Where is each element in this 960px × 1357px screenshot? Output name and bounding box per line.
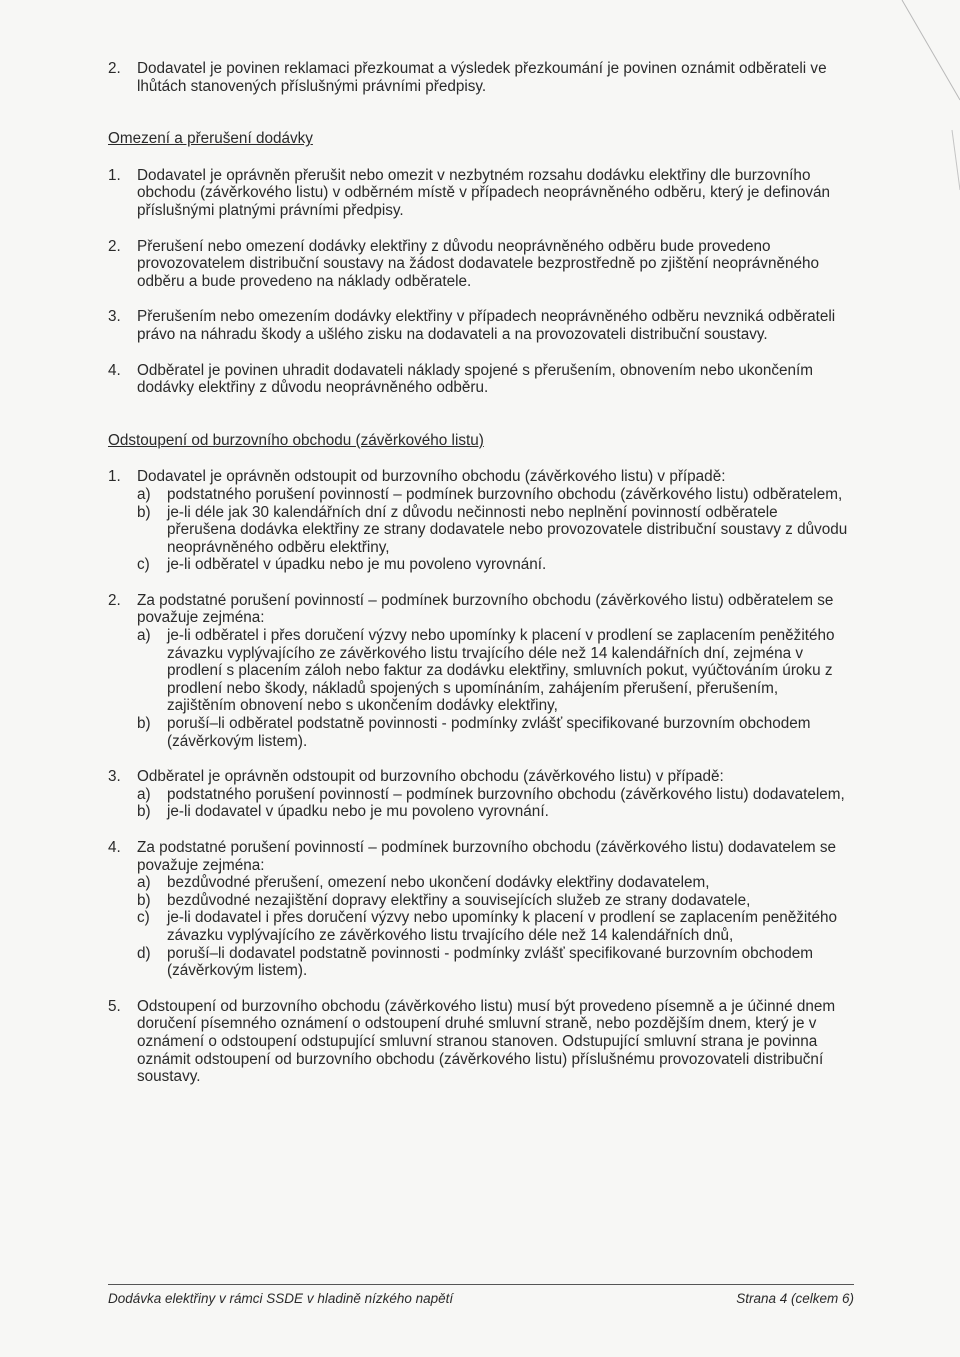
- item-text: Za podstatné porušení povinností – podmínek burzovního obchodu (závěrkového listu) dodavatelem se považuje zejména:: [137, 839, 836, 874]
- list-item: [108, 592, 850, 750]
- item-text: Odběratel je povinen uhradit dodavateli náklady spojené s přerušením, obnovením nebo ukončením dodávky elektřiny z důvodu neoprávněného odběru.: [137, 361, 814, 397]
- sub-item-text: je-li odběratel i přes doručení výzvy nebo upomínky k placení v prodlení se zaplacením peněžitého závazku vyplývajícího ze závěrkového listu trvajícího déle než 14 kalendářních dní, zejména v prodlení s placením záloh nebo faktur za dodávku elektřiny, smluvních pokut, vyúčtováním úroku z prodlení nebo škody, nákladů spojených s upomínáním, zahájením přerušení, přerušením, zajištěním obnovení nebo s ukončením dodávky elektřiny,: [167, 627, 835, 715]
- sub-item: [137, 909, 850, 944]
- list-item: [108, 238, 850, 291]
- sub-item-text: je-li déle jak 30 kalendářních dní z důvodu nečinnosti nebo neplnění povinností odběratele přerušena dodávka elektřiny ze strany dodavatele nebo provozovatele distribuční soustavy z důvodu neoprávněného odběru elektřiny,: [167, 503, 848, 556]
- sub-item-text: poruší–li dodavatel podstatně povinnosti - podmínky zvlášť specifikované burzovním obchodem (závěrkovým listem).: [167, 944, 814, 980]
- list-item: [108, 362, 850, 397]
- section-heading-omezeni: Omezení a přerušení dodávky: [108, 130, 313, 148]
- list-item: [108, 998, 850, 1086]
- page-fold-shadow: [840, 0, 960, 200]
- sub-item-text: je-li odběratel v úpadku nebo je mu povoleno vyrovnání.: [167, 556, 547, 574]
- page-footer: [108, 1284, 854, 1307]
- item-text: Odstoupení od burzovního obchodu (závěrkového listu) musí být provedeno písemně a je účinné dnem doručení písemného oznámení o odstoupení druhé smluvní straně, nebo pozdějším dnem, který je v oznámení o odstoupení odstupující smluvní stranou stanoven. Odstupující smluvní strana je povinna oznámit odstoupení od burzovního obchodu (závěrkového listu) příslušnému provozovateli distribuční soustavy.: [137, 997, 836, 1086]
- sub-item-text: poruší–li odběratel podstatně povinnosti - podmínky zvlášť specifikované burzovním obchodem (závěrkovým listem).: [167, 715, 811, 750]
- sub-item-label: c): [137, 556, 150, 574]
- item-number: 2.: [108, 591, 121, 609]
- sub-item: [137, 892, 850, 910]
- list-item: [108, 167, 850, 220]
- section-heading-odstoupeni: Odstoupení od burzovního obchodu (závěrkového listu): [108, 431, 484, 449]
- item-number: 3.: [108, 308, 121, 326]
- item-text: Dodavatel je povinen reklamaci přezkoumat a výsledek přezkoumání je povinen oznámit odběrateli ve lhůtách stanovených příslušnými právními předpisy.: [137, 60, 827, 95]
- sub-item-label: c): [137, 909, 150, 927]
- sub-item: [137, 504, 850, 557]
- list-item: [108, 839, 850, 980]
- sub-item-text: podstatného porušení povinností – podmínek burzovního obchodu (závěrkového listu) odběratelem,: [167, 485, 843, 503]
- item-number: 1.: [108, 468, 121, 486]
- item-text: Dodavatel je oprávněn přerušit nebo omezit v nezbytném rozsahu dodávku elektřiny dle burzovního obchodu (závěrkového listu) v odběrném místě v případech neoprávněného odběru, který je definován příslušnými platnými právními předpisy.: [137, 166, 831, 219]
- item-number: 5.: [108, 997, 121, 1015]
- intro-paragraph: [108, 60, 850, 95]
- item-number: 2.: [108, 60, 121, 77]
- item-number: 3.: [108, 768, 121, 786]
- item-number: 2.: [108, 237, 121, 255]
- sub-item: [137, 715, 850, 750]
- sub-item-label: a): [137, 874, 151, 892]
- list-item: [108, 308, 850, 343]
- item-text: Přerušení nebo omezení dodávky elektřiny z důvodu neoprávněného odběru bude provedeno provozovatelem distribuční soustavy na žádost dodavatele bezprostředně po zjištění neoprávněného odběru a bude provedeno na náklady odběratele.: [137, 237, 819, 290]
- item-number: 1.: [108, 166, 121, 184]
- list-item: [108, 468, 850, 574]
- sub-item-label: b): [137, 503, 151, 521]
- sub-item: [137, 627, 850, 715]
- sub-item-label: a): [137, 785, 151, 803]
- item-text: Přerušením nebo omezením dodávky elektřiny v případech neoprávněného odběru nevzniká odběrateli právo na náhradu škody a ušlého zisku na dodavateli a na provozovateli distribuční soustavy.: [137, 308, 836, 343]
- sub-item-text: podstatného porušení povinností – podmínek burzovního obchodu (závěrkového listu) dodavatelem,: [167, 785, 845, 803]
- sub-item-label: a): [137, 627, 151, 645]
- sub-item-label: b): [137, 891, 151, 909]
- footer-page-number: Strana 4 (celkem 6): [736, 1291, 854, 1306]
- footer-document-title: Dodávka elektřiny v rámci SSDE v hladině nízkého napětí: [108, 1291, 454, 1306]
- sub-item-text: bezdůvodné přerušení, omezení nebo ukončení dodávky elektřiny dodavatelem,: [167, 874, 710, 892]
- sub-item: [137, 486, 850, 504]
- sub-item-text: je-li dodavatel i přes doručení výzvy nebo upomínky k placení v prodlení se zaplacením peněžitého závazku vyplývajícího ze závěrkového listu trvajícího déle než 14 kalendářních dnů,: [167, 909, 838, 944]
- item-text: Za podstatné porušení povinností – podmínek burzovního obchodu (závěrkového listu) odběratelem se považuje zejména:: [137, 591, 834, 627]
- sub-item: [137, 945, 850, 980]
- item-text: Odběratel je oprávněn odstoupit od burzovního obchodu (závěrkového listu) v případě:: [137, 768, 724, 786]
- sub-item: [137, 786, 850, 804]
- sub-item-label: d): [137, 944, 151, 962]
- document-body: [108, 60, 850, 1086]
- item-number: 4.: [108, 839, 121, 856]
- sub-item-label: b): [137, 803, 151, 821]
- list-item: [108, 768, 850, 821]
- sub-item-label: b): [137, 715, 151, 733]
- sub-item: [137, 803, 850, 821]
- item-text: Dodavatel je oprávněn odstoupit od burzovního obchodu (závěrkového listu) v případě:: [137, 468, 726, 486]
- sub-item-text: bezdůvodné nezajištění dopravy elektřiny a souvisejících služeb ze strany dodavatele,: [167, 891, 751, 909]
- sub-item-label: a): [137, 485, 151, 503]
- item-number: 4.: [108, 361, 121, 379]
- sub-item: [137, 874, 850, 892]
- sub-item-text: je-li dodavatel v úpadku nebo je mu povoleno vyrovnání.: [167, 803, 549, 821]
- sub-item: [137, 556, 850, 574]
